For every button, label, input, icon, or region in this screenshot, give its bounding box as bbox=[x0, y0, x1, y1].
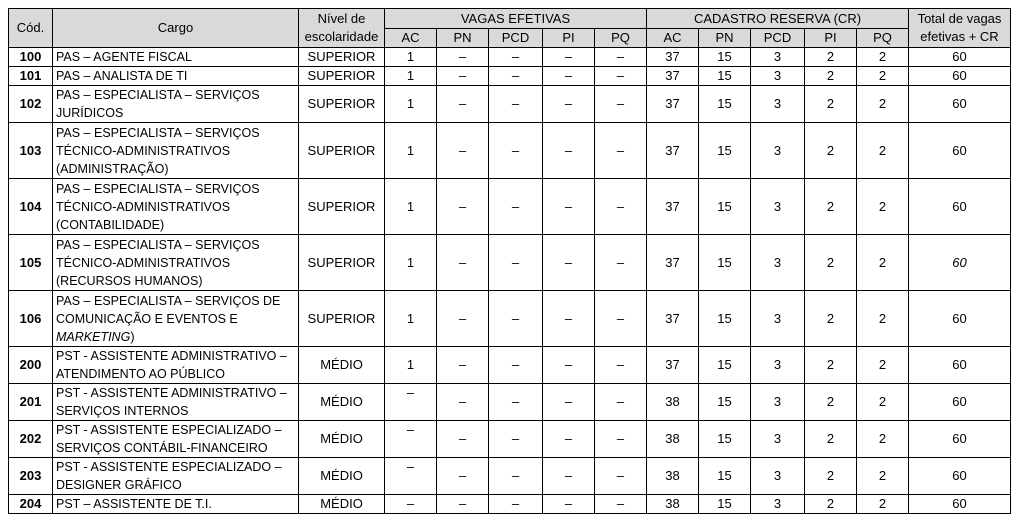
cadastro-reserva-cell: 37 bbox=[647, 235, 699, 291]
cargo-cell bbox=[53, 458, 299, 495]
vagas-efetivas-cell: – bbox=[595, 291, 647, 347]
vagas-efetivas-cell: 1 bbox=[385, 48, 437, 67]
vagas-efetivas-cell: – bbox=[595, 384, 647, 421]
cadastro-reserva-cell: 3 bbox=[751, 86, 805, 123]
vagas-efetivas-cell: – bbox=[385, 421, 437, 458]
table-body bbox=[9, 48, 1011, 514]
total-cell: 60 bbox=[909, 384, 1011, 421]
cadastro-reserva-cell: 3 bbox=[751, 67, 805, 86]
table-row bbox=[9, 384, 1011, 421]
cargo-line: (CONTABILIDADE) bbox=[56, 217, 165, 232]
cargo-line: PAS – ESPECIALISTA – SERVIÇOS bbox=[56, 237, 260, 252]
header-sub: PI bbox=[543, 29, 595, 48]
vagas-efetivas-cell: – bbox=[437, 48, 489, 67]
vagas-efetivas-cell: – bbox=[595, 86, 647, 123]
header-cadastro-reserva: CADASTRO RESERVA (CR) bbox=[647, 9, 909, 29]
nivel-cell: MÉDIO bbox=[299, 384, 385, 421]
total-cell: 60 bbox=[909, 179, 1011, 235]
cadastro-reserva-cell: 2 bbox=[805, 86, 857, 123]
vagas-efetivas-cell: 1 bbox=[385, 179, 437, 235]
cod-cell: 203 bbox=[9, 458, 53, 495]
total-cell: 60 bbox=[909, 421, 1011, 458]
nivel-cell: MÉDIO bbox=[299, 421, 385, 458]
cadastro-reserva-cell: 2 bbox=[805, 495, 857, 514]
vagas-efetivas-cell: – bbox=[543, 67, 595, 86]
vagas-efetivas-cell: – bbox=[595, 495, 647, 514]
nivel-cell: MÉDIO bbox=[299, 347, 385, 384]
cadastro-reserva-cell: 2 bbox=[857, 495, 909, 514]
cadastro-reserva-cell: 3 bbox=[751, 291, 805, 347]
vagas-efetivas-cell: – bbox=[489, 458, 543, 495]
cadastro-reserva-cell: 37 bbox=[647, 347, 699, 384]
cargo-line: MARKETING) bbox=[56, 329, 135, 344]
vagas-efetivas-cell: – bbox=[543, 123, 595, 179]
cadastro-reserva-cell: 2 bbox=[857, 421, 909, 458]
vagas-efetivas-cell: – bbox=[437, 421, 489, 458]
cargo-line: PST - ASSISTENTE ESPECIALIZADO – bbox=[56, 423, 282, 437]
vagas-efetivas-cell: – bbox=[437, 384, 489, 421]
cargo-cell bbox=[53, 235, 299, 291]
cadastro-reserva-cell: 2 bbox=[857, 458, 909, 495]
cadastro-reserva-cell: 3 bbox=[751, 495, 805, 514]
cadastro-reserva-cell: 2 bbox=[857, 347, 909, 384]
cargo-cell bbox=[53, 67, 299, 86]
cargo-cell bbox=[53, 123, 299, 179]
nivel-cell: SUPERIOR bbox=[299, 179, 385, 235]
cargo-line: COMUNICAÇÃO E EVENTOS E bbox=[56, 311, 238, 326]
cadastro-reserva-cell: 2 bbox=[857, 235, 909, 291]
vagas-efetivas-cell: – bbox=[489, 421, 543, 458]
cargo-cell bbox=[53, 384, 299, 421]
cadastro-reserva-cell: 2 bbox=[805, 384, 857, 421]
cadastro-reserva-cell: 38 bbox=[647, 458, 699, 495]
cod-cell: 106 bbox=[9, 291, 53, 347]
nivel-cell: MÉDIO bbox=[299, 495, 385, 514]
cargo-line: DESIGNER GRÁFICO bbox=[56, 478, 182, 492]
table-header bbox=[9, 9, 1011, 48]
cargo-line: SERVIÇOS CONTÁBIL-FINANCEIRO bbox=[56, 441, 268, 455]
cadastro-reserva-cell: 38 bbox=[647, 495, 699, 514]
header-nivel: Nível de escolaridade bbox=[299, 9, 385, 48]
total-cell: 60 bbox=[909, 48, 1011, 67]
nivel-cell: SUPERIOR bbox=[299, 67, 385, 86]
nivel-cell: SUPERIOR bbox=[299, 48, 385, 67]
cadastro-reserva-cell: 2 bbox=[805, 421, 857, 458]
vagas-efetivas-cell: 1 bbox=[385, 235, 437, 291]
cargo-line: PAS – ESPECIALISTA – SERVIÇOS bbox=[56, 181, 260, 196]
cargo-line: PAS – ESPECIALISTA – SERVIÇOS bbox=[56, 125, 260, 140]
cod-cell: 105 bbox=[9, 235, 53, 291]
vagas-efetivas-cell: – bbox=[595, 235, 647, 291]
cargo-line: TÉCNICO-ADMINISTRATIVOS bbox=[56, 199, 231, 214]
cadastro-reserva-cell: 2 bbox=[805, 123, 857, 179]
vagas-efetivas-cell: – bbox=[543, 179, 595, 235]
cargo-line: SERVIÇOS INTERNOS bbox=[56, 404, 189, 418]
vagas-efetivas-cell: 1 bbox=[385, 123, 437, 179]
vagas-efetivas-cell: – bbox=[595, 421, 647, 458]
total-cell: 60 bbox=[909, 86, 1011, 123]
header-sub: PQ bbox=[857, 29, 909, 48]
cod-cell: 200 bbox=[9, 347, 53, 384]
cargo-cell bbox=[53, 86, 299, 123]
cadastro-reserva-cell: 2 bbox=[805, 179, 857, 235]
cargo-cell bbox=[53, 421, 299, 458]
cadastro-reserva-cell: 15 bbox=[699, 421, 751, 458]
vagas-efetivas-cell: – bbox=[437, 86, 489, 123]
header-sub: PCD bbox=[489, 29, 543, 48]
cadastro-reserva-cell: 3 bbox=[751, 458, 805, 495]
vagas-table bbox=[8, 8, 1011, 514]
cadastro-reserva-cell: 15 bbox=[699, 291, 751, 347]
cod-cell: 201 bbox=[9, 384, 53, 421]
table-row bbox=[9, 347, 1011, 384]
cadastro-reserva-cell: 2 bbox=[857, 67, 909, 86]
cargo-line: (ADMINISTRAÇÃO) bbox=[56, 161, 169, 176]
vagas-efetivas-cell: – bbox=[489, 291, 543, 347]
cadastro-reserva-cell: 2 bbox=[805, 347, 857, 384]
vagas-efetivas-cell: – bbox=[489, 235, 543, 291]
table-row bbox=[9, 86, 1011, 123]
vagas-efetivas-cell: – bbox=[543, 291, 595, 347]
total-cell: 60 bbox=[909, 495, 1011, 514]
cadastro-reserva-cell: 2 bbox=[805, 48, 857, 67]
cadastro-reserva-cell: 37 bbox=[647, 86, 699, 123]
header-sub: AC bbox=[385, 29, 437, 48]
header-cod: Cód. bbox=[9, 9, 53, 48]
cadastro-reserva-cell: 3 bbox=[751, 235, 805, 291]
total-cell: 60 bbox=[909, 291, 1011, 347]
vagas-efetivas-cell: – bbox=[543, 495, 595, 514]
cargo-line: JURÍDICOS bbox=[56, 106, 124, 120]
vagas-efetivas-cell: 1 bbox=[385, 86, 437, 123]
cod-cell: 103 bbox=[9, 123, 53, 179]
cargo-cell bbox=[53, 347, 299, 384]
vagas-efetivas-cell: – bbox=[595, 123, 647, 179]
cadastro-reserva-cell: 3 bbox=[751, 347, 805, 384]
cargo-line: PST - ASSISTENTE ADMINISTRATIVO – bbox=[56, 386, 287, 400]
cargo-line: PST - ASSISTENTE ADMINISTRATIVO – bbox=[56, 349, 287, 363]
nivel-cell: SUPERIOR bbox=[299, 123, 385, 179]
cadastro-reserva-cell: 15 bbox=[699, 495, 751, 514]
cadastro-reserva-cell: 37 bbox=[647, 291, 699, 347]
cadastro-reserva-cell: 37 bbox=[647, 179, 699, 235]
vagas-efetivas-cell: – bbox=[385, 458, 437, 495]
vagas-efetivas-cell: – bbox=[437, 495, 489, 514]
vagas-efetivas-cell: 1 bbox=[385, 347, 437, 384]
nivel-cell: MÉDIO bbox=[299, 458, 385, 495]
vagas-efetivas-cell: – bbox=[543, 86, 595, 123]
nivel-cell: SUPERIOR bbox=[299, 235, 385, 291]
total-cell: 60 bbox=[909, 235, 1011, 291]
vagas-efetivas-cell: – bbox=[543, 421, 595, 458]
vagas-efetivas-cell: – bbox=[543, 347, 595, 384]
cadastro-reserva-cell: 15 bbox=[699, 123, 751, 179]
table-row bbox=[9, 123, 1011, 179]
cadastro-reserva-cell: 15 bbox=[699, 347, 751, 384]
vagas-efetivas-cell: – bbox=[595, 179, 647, 235]
cadastro-reserva-cell: 37 bbox=[647, 67, 699, 86]
cargo-line: (RECURSOS HUMANOS) bbox=[56, 273, 203, 288]
header-sub: PI bbox=[805, 29, 857, 48]
header-vagas-efetivas: VAGAS EFETIVAS bbox=[385, 9, 647, 29]
cadastro-reserva-cell: 15 bbox=[699, 86, 751, 123]
header-total: Total de vagas efetivas + CR bbox=[909, 9, 1011, 48]
table-row bbox=[9, 421, 1011, 458]
table-row bbox=[9, 458, 1011, 495]
vagas-efetivas-cell: – bbox=[489, 384, 543, 421]
cadastro-reserva-cell: 38 bbox=[647, 384, 699, 421]
table-row bbox=[9, 67, 1011, 86]
cadastro-reserva-cell: 38 bbox=[647, 421, 699, 458]
vagas-efetivas-cell: 1 bbox=[385, 67, 437, 86]
cadastro-reserva-cell: 3 bbox=[751, 179, 805, 235]
vagas-efetivas-cell: – bbox=[385, 384, 437, 421]
cod-cell: 204 bbox=[9, 495, 53, 514]
vagas-efetivas-cell: 1 bbox=[385, 291, 437, 347]
cod-cell: 202 bbox=[9, 421, 53, 458]
vagas-efetivas-cell: – bbox=[437, 235, 489, 291]
vagas-efetivas-cell: – bbox=[437, 123, 489, 179]
vagas-efetivas-cell: – bbox=[543, 48, 595, 67]
header-cargo: Cargo bbox=[53, 9, 299, 48]
vagas-efetivas-cell: – bbox=[595, 458, 647, 495]
vagas-efetivas-cell: – bbox=[489, 179, 543, 235]
vagas-efetivas-cell: – bbox=[489, 86, 543, 123]
cargo-cell bbox=[53, 495, 299, 514]
table-row bbox=[9, 48, 1011, 67]
cadastro-reserva-cell: 2 bbox=[857, 86, 909, 123]
cadastro-reserva-cell: 2 bbox=[857, 384, 909, 421]
vagas-efetivas-cell: – bbox=[543, 235, 595, 291]
cadastro-reserva-cell: 15 bbox=[699, 67, 751, 86]
header-sub: AC bbox=[647, 29, 699, 48]
vagas-efetivas-cell: – bbox=[595, 48, 647, 67]
total-cell: 60 bbox=[909, 458, 1011, 495]
cargo-cell bbox=[53, 179, 299, 235]
nivel-cell: SUPERIOR bbox=[299, 86, 385, 123]
cargo-cell bbox=[53, 291, 299, 347]
vagas-efetivas-cell: – bbox=[437, 291, 489, 347]
cadastro-reserva-cell: 2 bbox=[857, 123, 909, 179]
cargo-line: PAS – ESPECIALISTA – SERVIÇOS DE bbox=[56, 293, 281, 308]
cargo-line: PST – ASSISTENTE DE T.I. bbox=[56, 497, 212, 511]
table-row bbox=[9, 495, 1011, 514]
header-sub: PN bbox=[699, 29, 751, 48]
cod-cell: 102 bbox=[9, 86, 53, 123]
cargo-line: PAS – ESPECIALISTA – SERVIÇOS bbox=[56, 88, 260, 102]
cargo-cell bbox=[53, 48, 299, 67]
cadastro-reserva-cell: 2 bbox=[805, 458, 857, 495]
vagas-efetivas-cell: – bbox=[489, 347, 543, 384]
cargo-line: TÉCNICO-ADMINISTRATIVOS bbox=[56, 143, 231, 158]
total-cell: 60 bbox=[909, 347, 1011, 384]
vagas-efetivas-cell: – bbox=[489, 123, 543, 179]
vagas-efetivas-cell: – bbox=[595, 347, 647, 384]
nivel-cell: SUPERIOR bbox=[299, 291, 385, 347]
table-row bbox=[9, 179, 1011, 235]
cadastro-reserva-cell: 2 bbox=[857, 291, 909, 347]
vagas-efetivas-cell: – bbox=[437, 179, 489, 235]
table-row bbox=[9, 235, 1011, 291]
vagas-efetivas-cell: – bbox=[437, 347, 489, 384]
header-sub: PCD bbox=[751, 29, 805, 48]
header-sub: PQ bbox=[595, 29, 647, 48]
cadastro-reserva-cell: 2 bbox=[805, 235, 857, 291]
cod-cell: 101 bbox=[9, 67, 53, 86]
cargo-line: ATENDIMENTO AO PÚBLICO bbox=[56, 367, 226, 381]
cadastro-reserva-cell: 15 bbox=[699, 235, 751, 291]
cargo-line: TÉCNICO-ADMINISTRATIVOS bbox=[56, 255, 231, 270]
table-row bbox=[9, 291, 1011, 347]
vagas-efetivas-cell: – bbox=[543, 458, 595, 495]
cadastro-reserva-cell: 3 bbox=[751, 48, 805, 67]
cadastro-reserva-cell: 37 bbox=[647, 123, 699, 179]
cargo-line: PST - ASSISTENTE ESPECIALIZADO – bbox=[56, 460, 282, 474]
cadastro-reserva-cell: 15 bbox=[699, 179, 751, 235]
cadastro-reserva-cell: 3 bbox=[751, 421, 805, 458]
cargo-line: PAS – AGENTE FISCAL bbox=[56, 50, 192, 64]
vagas-efetivas-cell: – bbox=[489, 495, 543, 514]
header-sub: PN bbox=[437, 29, 489, 48]
cadastro-reserva-cell: 2 bbox=[805, 291, 857, 347]
vagas-efetivas-cell: – bbox=[385, 495, 437, 514]
total-cell: 60 bbox=[909, 67, 1011, 86]
vagas-efetivas-cell: – bbox=[437, 458, 489, 495]
cadastro-reserva-cell: 37 bbox=[647, 48, 699, 67]
cadastro-reserva-cell: 15 bbox=[699, 384, 751, 421]
cadastro-reserva-cell: 3 bbox=[751, 384, 805, 421]
vagas-efetivas-cell: – bbox=[437, 67, 489, 86]
cargo-line: PAS – ANALISTA DE TI bbox=[56, 69, 188, 83]
cod-cell: 104 bbox=[9, 179, 53, 235]
cadastro-reserva-cell: 3 bbox=[751, 123, 805, 179]
vagas-efetivas-cell: – bbox=[489, 67, 543, 86]
total-cell: 60 bbox=[909, 123, 1011, 179]
cadastro-reserva-cell: 2 bbox=[805, 67, 857, 86]
vagas-efetivas-cell: – bbox=[489, 48, 543, 67]
cadastro-reserva-cell: 15 bbox=[699, 48, 751, 67]
vagas-efetivas-cell: – bbox=[543, 384, 595, 421]
cadastro-reserva-cell: 2 bbox=[857, 179, 909, 235]
vagas-efetivas-cell: – bbox=[595, 67, 647, 86]
cadastro-reserva-cell: 15 bbox=[699, 458, 751, 495]
cod-cell: 100 bbox=[9, 48, 53, 67]
cadastro-reserva-cell: 2 bbox=[857, 48, 909, 67]
